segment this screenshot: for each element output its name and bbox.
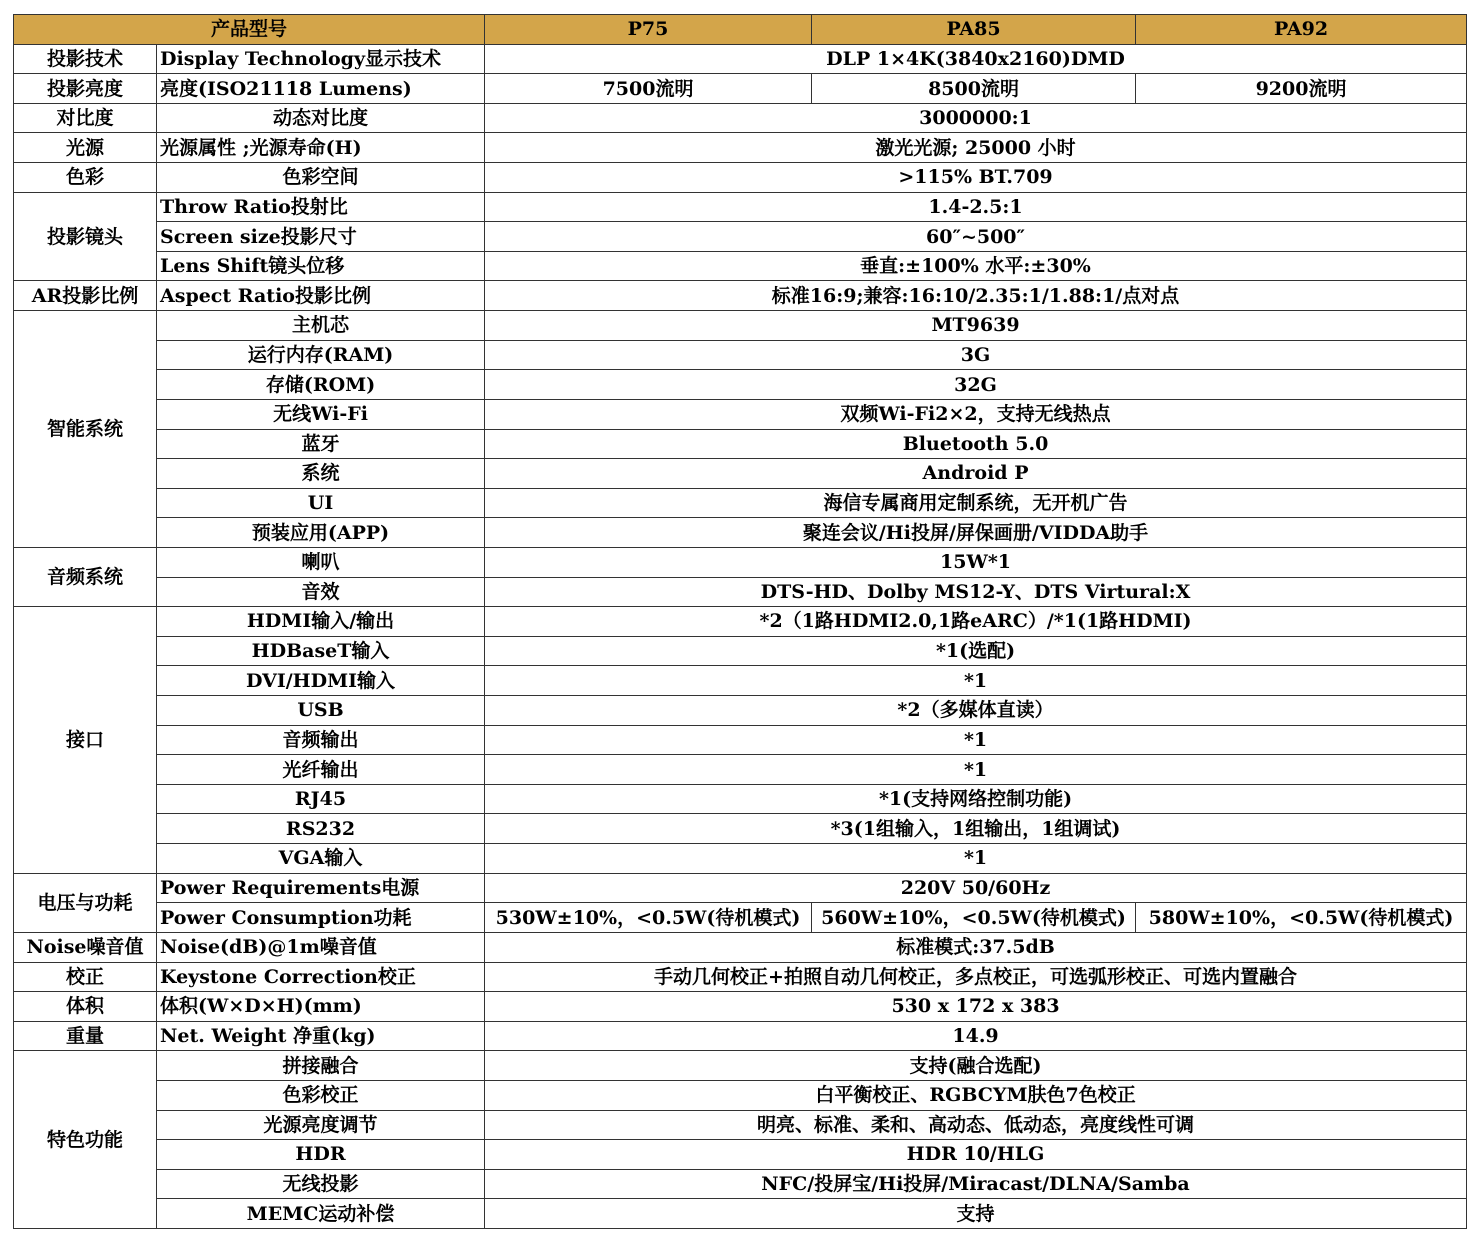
table-row bbox=[14, 903, 1467, 933]
table-row bbox=[14, 429, 1467, 459]
row-label: Throw Ratio投射比 bbox=[157, 192, 485, 222]
row-label: Power Consumption功耗 bbox=[157, 903, 485, 933]
table-row bbox=[14, 163, 1467, 193]
model-pa92: PA92 bbox=[1136, 15, 1467, 45]
row-value: *3(1组输入，1组输出，1组调试) bbox=[485, 814, 1467, 844]
row-value: 标准16:9;兼容:16:10/2.35:1/1.88:1/点对点 bbox=[485, 281, 1467, 311]
table-row bbox=[14, 192, 1467, 222]
row-value: 3000000:1 bbox=[485, 103, 1467, 133]
row-value: 双频Wi-Fi2×2，支持无线热点 bbox=[485, 399, 1467, 429]
table-row bbox=[14, 518, 1467, 548]
table-row bbox=[14, 1110, 1467, 1140]
table-row bbox=[14, 488, 1467, 518]
row-value: 支持 bbox=[485, 1199, 1467, 1229]
row-value: MT9639 bbox=[485, 311, 1467, 341]
model-pa85: PA85 bbox=[812, 15, 1136, 45]
row-value: *1(支持网络控制功能) bbox=[485, 784, 1467, 814]
row-label: DVI/HDMI输入 bbox=[157, 666, 485, 696]
row-label: Noise(dB)@1m噪音值 bbox=[157, 932, 485, 962]
table-row bbox=[14, 1051, 1467, 1081]
row-value: 激光光源; 25000 小时 bbox=[485, 133, 1467, 163]
row-label: HDBaseT输入 bbox=[157, 636, 485, 666]
table-row bbox=[14, 44, 1467, 74]
row-label: Display Technology显示技术 bbox=[157, 44, 485, 74]
spec-table bbox=[13, 14, 1467, 1229]
row-value: *2（多媒体直读） bbox=[485, 696, 1467, 726]
table-row bbox=[14, 133, 1467, 163]
row-value: 垂直:±100% 水平:±30% bbox=[485, 251, 1467, 281]
row-value: 32G bbox=[485, 370, 1467, 400]
row-value: 海信专属商用定制系统，无开机广告 bbox=[485, 488, 1467, 518]
row-label: Net. Weight 净重(kg) bbox=[157, 1021, 485, 1051]
row-value: 530 x 172 x 383 bbox=[485, 992, 1467, 1022]
row-value: 明亮、标准、柔和、高动态、低动态，亮度线性可调 bbox=[485, 1110, 1467, 1140]
table-row bbox=[14, 222, 1467, 252]
table-row bbox=[14, 1199, 1467, 1229]
row-label: 动态对比度 bbox=[157, 103, 485, 133]
row-value: 14.9 bbox=[485, 1021, 1467, 1051]
row-category: 光源 bbox=[14, 133, 157, 163]
row-label: Aspect Ratio投影比例 bbox=[157, 281, 485, 311]
brightness-pa92: 9200流明 bbox=[1136, 74, 1467, 104]
row-category: 对比度 bbox=[14, 103, 157, 133]
consumption-pa85: 560W±10%，<0.5W(待机模式) bbox=[812, 903, 1136, 933]
row-category: 音频系统 bbox=[14, 547, 157, 606]
table-row bbox=[14, 725, 1467, 755]
row-value: 220V 50/60Hz bbox=[485, 873, 1467, 903]
row-value: 手动几何校正+拍照自动几何校正，多点校正，可选弧形校正、可选内置融合 bbox=[485, 962, 1467, 992]
row-value: >115% BT.709 bbox=[485, 163, 1467, 193]
row-value: 3G bbox=[485, 340, 1467, 370]
row-label: 色彩校正 bbox=[157, 1080, 485, 1110]
row-label: Power Requirements电源 bbox=[157, 873, 485, 903]
row-category: 重量 bbox=[14, 1021, 157, 1051]
row-value: DLP 1×4K(3840x2160)DMD bbox=[485, 44, 1467, 74]
table-row bbox=[14, 1021, 1467, 1051]
row-label: MEMC运动补偿 bbox=[157, 1199, 485, 1229]
table-row bbox=[14, 607, 1467, 637]
table-row bbox=[14, 103, 1467, 133]
row-value: 白平衡校正、RGBCYM肤色7色校正 bbox=[485, 1080, 1467, 1110]
row-label: 主机芯 bbox=[157, 311, 485, 341]
row-label: USB bbox=[157, 696, 485, 726]
row-label: 光纤输出 bbox=[157, 755, 485, 785]
table-row bbox=[14, 784, 1467, 814]
row-label: Lens Shift镜头位移 bbox=[157, 251, 485, 281]
row-label: 无线投影 bbox=[157, 1169, 485, 1199]
row-label: 色彩空间 bbox=[157, 163, 485, 193]
row-category: Noise噪音值 bbox=[14, 932, 157, 962]
table-row bbox=[14, 844, 1467, 874]
row-value: *1 bbox=[485, 725, 1467, 755]
table-row bbox=[14, 340, 1467, 370]
consumption-p75: 530W±10%，<0.5W(待机模式) bbox=[485, 903, 812, 933]
row-label: RS232 bbox=[157, 814, 485, 844]
table-row bbox=[14, 459, 1467, 489]
brightness-pa85: 8500流明 bbox=[812, 74, 1136, 104]
table-row bbox=[14, 547, 1467, 577]
brightness-p75: 7500流明 bbox=[485, 74, 812, 104]
row-category: 投影亮度 bbox=[14, 74, 157, 104]
row-label: UI bbox=[157, 488, 485, 518]
row-label: HDMI输入/输出 bbox=[157, 607, 485, 637]
row-category: 接口 bbox=[14, 607, 157, 873]
row-label: VGA输入 bbox=[157, 844, 485, 874]
row-label: Screen size投影尺寸 bbox=[157, 222, 485, 252]
row-value: *2（1路HDMI2.0,1路eARC）/*1(1路HDMI) bbox=[485, 607, 1467, 637]
row-category: 校正 bbox=[14, 962, 157, 992]
row-value: Bluetooth 5.0 bbox=[485, 429, 1467, 459]
row-label: 蓝牙 bbox=[157, 429, 485, 459]
table-row bbox=[14, 1140, 1467, 1170]
table-row bbox=[14, 873, 1467, 903]
row-label: 无线Wi-Fi bbox=[157, 399, 485, 429]
row-label: 运行内存(RAM) bbox=[157, 340, 485, 370]
row-value: 60″~500″ bbox=[485, 222, 1467, 252]
row-category: 色彩 bbox=[14, 163, 157, 193]
table-row bbox=[14, 74, 1467, 104]
row-label: 光源亮度调节 bbox=[157, 1110, 485, 1140]
row-category: 体积 bbox=[14, 992, 157, 1022]
table-row bbox=[14, 636, 1467, 666]
row-category: 投影技术 bbox=[14, 44, 157, 74]
table-row bbox=[14, 814, 1467, 844]
row-label: 预装应用(APP) bbox=[157, 518, 485, 548]
row-value: *1 bbox=[485, 844, 1467, 874]
row-value: *1 bbox=[485, 755, 1467, 785]
row-label: 音频输出 bbox=[157, 725, 485, 755]
table-row bbox=[14, 755, 1467, 785]
row-value: 15W*1 bbox=[485, 547, 1467, 577]
row-value: 支持(融合选配) bbox=[485, 1051, 1467, 1081]
row-value: 聚连会议/Hi投屏/屏保画册/VIDDA助手 bbox=[485, 518, 1467, 548]
table-row bbox=[14, 962, 1467, 992]
row-category: 电压与功耗 bbox=[14, 873, 157, 932]
row-label: 存储(ROM) bbox=[157, 370, 485, 400]
header-label: 产品型号 bbox=[14, 15, 485, 45]
row-label: 拼接融合 bbox=[157, 1051, 485, 1081]
row-label: Keystone Correction校正 bbox=[157, 962, 485, 992]
row-value: *1(选配) bbox=[485, 636, 1467, 666]
table-row bbox=[14, 696, 1467, 726]
table-row bbox=[14, 666, 1467, 696]
row-category: AR投影比例 bbox=[14, 281, 157, 311]
row-label: 亮度(ISO21118 Lumens) bbox=[157, 74, 485, 104]
row-value: *1 bbox=[485, 666, 1467, 696]
row-value: HDR 10/HLG bbox=[485, 1140, 1467, 1170]
row-value: 标准模式:37.5dB bbox=[485, 932, 1467, 962]
row-value: NFC/投屏宝/Hi投屏/Miracast/DLNA/Samba bbox=[485, 1169, 1467, 1199]
table-row bbox=[14, 370, 1467, 400]
table-row bbox=[14, 399, 1467, 429]
header-row bbox=[14, 15, 1467, 45]
table-row bbox=[14, 992, 1467, 1022]
row-category: 投影镜头 bbox=[14, 192, 157, 281]
table-row bbox=[14, 281, 1467, 311]
row-category: 智能系统 bbox=[14, 311, 157, 548]
table-row bbox=[14, 1169, 1467, 1199]
row-value: DTS-HD、Dolby MS12-Y、DTS Virtural:X bbox=[485, 577, 1467, 607]
row-value: Android P bbox=[485, 459, 1467, 489]
table-row bbox=[14, 1080, 1467, 1110]
row-label: RJ45 bbox=[157, 784, 485, 814]
row-value: 1.4-2.5:1 bbox=[485, 192, 1467, 222]
row-label: 光源属性 ;光源寿命(H) bbox=[157, 133, 485, 163]
row-label: 系统 bbox=[157, 459, 485, 489]
row-category: 特色功能 bbox=[14, 1051, 157, 1229]
consumption-pa92: 580W±10%，<0.5W(待机模式) bbox=[1136, 903, 1467, 933]
row-label: HDR bbox=[157, 1140, 485, 1170]
row-label: 体积(W×D×H)(mm) bbox=[157, 992, 485, 1022]
row-label: 音效 bbox=[157, 577, 485, 607]
row-label: 喇叭 bbox=[157, 547, 485, 577]
model-p75: P75 bbox=[485, 15, 812, 45]
table-row bbox=[14, 932, 1467, 962]
table-row bbox=[14, 577, 1467, 607]
table-row bbox=[14, 311, 1467, 341]
table-row bbox=[14, 251, 1467, 281]
